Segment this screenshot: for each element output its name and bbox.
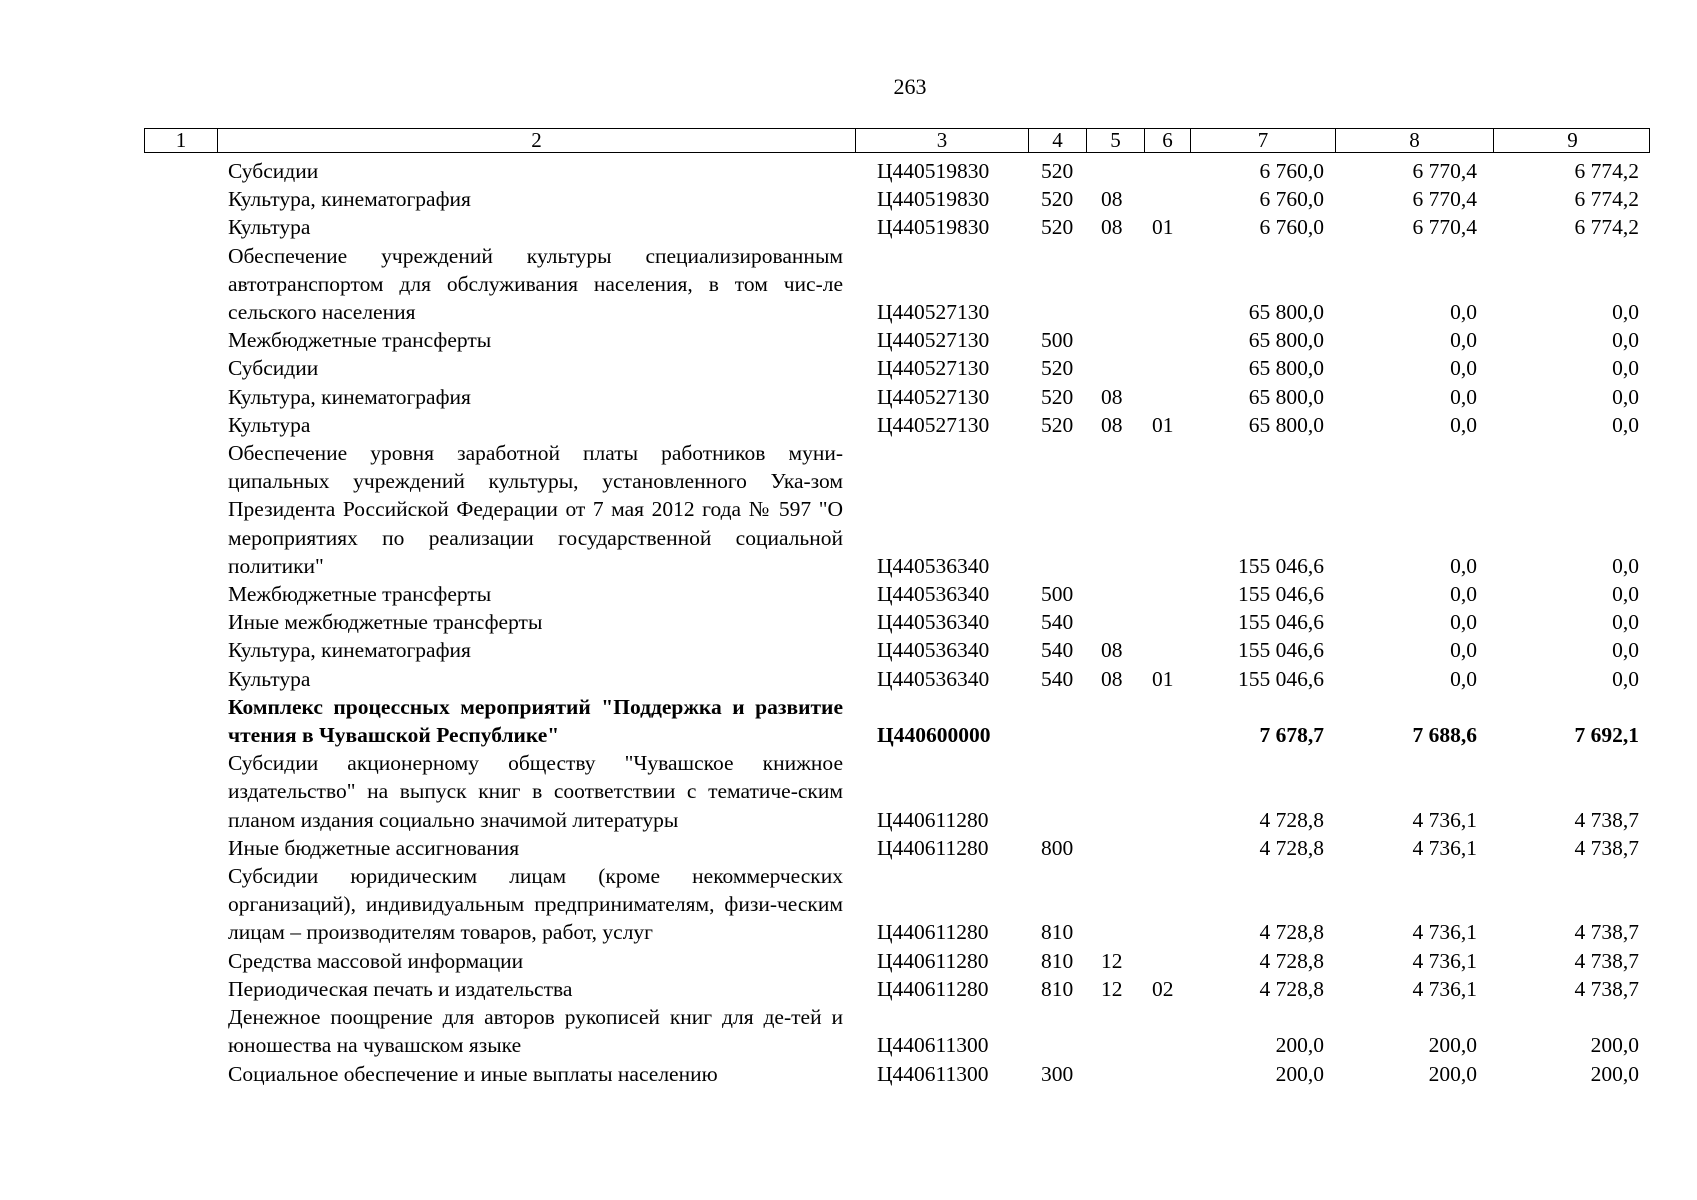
- row-vr: 520: [1041, 412, 1074, 437]
- row-value-2024: 0,0: [1450, 356, 1477, 381]
- header-col-4: 4: [1028, 129, 1086, 152]
- table-row: [0, 439, 1697, 580]
- row-code: Ц440611280: [877, 920, 989, 945]
- row-value-2025: 0,0: [1612, 553, 1639, 578]
- row-value-2023: 4 728,8: [1259, 976, 1324, 1001]
- table-row: [0, 693, 1697, 749]
- row-pr: 01: [1152, 215, 1174, 240]
- row-value-2023: 155 046,6: [1238, 666, 1324, 691]
- row-value-2024: 200,0: [1428, 1033, 1477, 1058]
- row-name: Субсидии: [228, 356, 319, 381]
- row-value-2023: 6 760,0: [1259, 159, 1324, 183]
- row-code: Ц440519830: [877, 215, 990, 240]
- row-name: Денежное поощрение для авторов рукописей книг для де-тей и юношества на чувашском языке: [228, 1005, 843, 1058]
- row-rz: 08: [1101, 187, 1123, 212]
- row-rz: 12: [1101, 976, 1123, 1001]
- row-name: Субсидии: [228, 159, 319, 183]
- table-body: [0, 157, 1697, 1088]
- row-name: Социальное обеспечение и иные выплаты населению: [228, 1061, 718, 1086]
- row-rz: 08: [1101, 384, 1123, 409]
- row-vr: 520: [1041, 356, 1074, 381]
- row-vr: 500: [1041, 328, 1074, 353]
- row-value-2025: 0,0: [1612, 412, 1639, 437]
- row-rz: 08: [1101, 215, 1123, 240]
- table-row: [0, 749, 1697, 834]
- row-name: Субсидии акционерному обществу "Чувашское книжное издательство" на выпуск книг в соответствии с тематиче-ским планом издания социально значимой литературы: [228, 751, 843, 832]
- row-value-2023: 4 728,8: [1259, 948, 1324, 973]
- row-name: Культура: [228, 412, 311, 437]
- row-vr: 810: [1041, 948, 1074, 973]
- row-value-2025: 0,0: [1612, 300, 1639, 325]
- row-code: Ц440527130: [877, 300, 990, 325]
- table-row: [0, 354, 1697, 382]
- header-col-5: 5: [1086, 129, 1144, 152]
- row-value-2024: 0,0: [1450, 412, 1477, 437]
- table-row: [0, 636, 1697, 664]
- table-row: [0, 862, 1697, 947]
- row-vr: 540: [1041, 666, 1074, 691]
- row-pr: 02: [1152, 976, 1174, 1001]
- row-code: Ц440611280: [877, 807, 989, 832]
- row-code: Ц440611300: [877, 1061, 989, 1086]
- row-value-2023: 6 760,0: [1259, 215, 1324, 240]
- page-number: 263: [893, 74, 927, 99]
- row-vr: 520: [1041, 187, 1074, 212]
- row-vr: 540: [1041, 610, 1074, 635]
- header-col-6: 6: [1144, 129, 1190, 152]
- row-name: Межбюджетные трансферты: [228, 582, 492, 607]
- row-value-2023: 155 046,6: [1238, 582, 1324, 607]
- row-rz: 08: [1101, 666, 1123, 691]
- row-value-2025: 4 738,7: [1574, 976, 1639, 1001]
- row-name: Обеспечение учреждений культуры специализированным автотранспортом для обслуживания населения, в том чис-ле сельского населения: [228, 243, 843, 325]
- table-row: [0, 665, 1697, 693]
- row-value-2024: 7 688,6: [1412, 723, 1477, 748]
- row-pr: 01: [1152, 666, 1174, 691]
- row-value-2024: 4 736,1: [1412, 835, 1477, 860]
- row-value-2024: 4 736,1: [1412, 807, 1477, 832]
- row-code: Ц440611280: [877, 976, 989, 1001]
- row-value-2024: 4 736,1: [1412, 920, 1477, 945]
- row-vr: 520: [1041, 215, 1074, 240]
- header-col-7: 7: [1190, 129, 1335, 152]
- row-vr: 810: [1041, 920, 1074, 945]
- row-value-2023: 200,0: [1275, 1033, 1324, 1058]
- table-row: [0, 1003, 1697, 1059]
- row-name: Иные бюджетные ассигнования: [228, 835, 520, 860]
- row-vr: 540: [1041, 638, 1074, 663]
- row-value-2024: 0,0: [1450, 300, 1477, 325]
- row-value-2025: 6 774,2: [1574, 215, 1639, 240]
- table-row: [0, 213, 1697, 241]
- row-code: Ц440519830: [877, 187, 990, 212]
- row-value-2023: 65 800,0: [1248, 328, 1324, 353]
- row-rz: 08: [1101, 638, 1123, 663]
- row-name: Культура: [228, 666, 311, 691]
- row-value-2024: 0,0: [1450, 638, 1477, 663]
- row-value-2023: 200,0: [1275, 1061, 1324, 1086]
- row-value-2023: 65 800,0: [1248, 356, 1324, 381]
- row-value-2025: 0,0: [1612, 328, 1639, 353]
- row-value-2025: 6 774,2: [1574, 187, 1639, 212]
- row-value-2025: 0,0: [1612, 356, 1639, 381]
- row-value-2024: 4 736,1: [1412, 976, 1477, 1001]
- row-code: Ц440611280: [877, 835, 989, 860]
- row-value-2023: 6 760,0: [1259, 187, 1324, 212]
- row-value-2023: 7 678,7: [1259, 723, 1324, 748]
- row-vr: 520: [1041, 159, 1074, 183]
- row-value-2025: 0,0: [1612, 666, 1639, 691]
- row-value-2025: 0,0: [1612, 384, 1639, 409]
- row-rz: 08: [1101, 412, 1123, 437]
- row-value-2023: 4 728,8: [1259, 835, 1324, 860]
- table-row: [0, 242, 1697, 327]
- row-value-2025: 7 692,1: [1574, 723, 1639, 748]
- row-value-2024: 0,0: [1450, 666, 1477, 691]
- row-name: Межбюджетные трансферты: [228, 328, 492, 353]
- row-value-2025: 0,0: [1612, 582, 1639, 607]
- row-value-2023: 155 046,6: [1238, 553, 1324, 578]
- row-value-2023: 4 728,8: [1259, 920, 1324, 945]
- header-col-8: 8: [1335, 129, 1493, 152]
- table-row: [0, 383, 1697, 411]
- row-name: Культура: [228, 215, 311, 240]
- row-code: Ц440527130: [877, 412, 990, 437]
- row-code: Ц440536340: [877, 553, 990, 578]
- row-value-2024: 0,0: [1450, 384, 1477, 409]
- row-value-2024: 6 770,4: [1412, 215, 1477, 240]
- row-value-2024: 0,0: [1450, 553, 1477, 578]
- row-name: Культура, кинематография: [228, 384, 471, 409]
- row-name: Иные межбюджетные трансферты: [228, 610, 543, 635]
- row-name: Комплекс процессных мероприятий "Поддержка и развитие чтения в Чувашской Республике": [228, 694, 843, 748]
- table-row: [0, 834, 1697, 862]
- header-col-3: 3: [855, 129, 1028, 152]
- row-vr: 500: [1041, 582, 1074, 607]
- table-row: [0, 947, 1697, 975]
- row-value-2023: 65 800,0: [1248, 300, 1324, 325]
- row-vr: 800: [1041, 835, 1074, 860]
- row-value-2025: 4 738,7: [1574, 948, 1639, 973]
- table-row: [0, 975, 1697, 1003]
- row-code: Ц440536340: [877, 582, 990, 607]
- row-name: Периодическая печать и издательства: [228, 976, 573, 1001]
- row-value-2023: 65 800,0: [1248, 412, 1324, 437]
- header-col-9: 9: [1493, 129, 1651, 152]
- row-value-2023: 155 046,6: [1238, 610, 1324, 635]
- table-row: [0, 326, 1697, 354]
- row-value-2023: 65 800,0: [1248, 384, 1324, 409]
- row-vr: 300: [1041, 1061, 1074, 1086]
- row-code: Ц440536340: [877, 666, 990, 691]
- row-code: Ц440527130: [877, 328, 990, 353]
- row-code: Ц440519830: [877, 159, 990, 183]
- row-code: Ц440527130: [877, 384, 990, 409]
- row-value-2025: 4 738,7: [1574, 920, 1639, 945]
- row-value-2023: 155 046,6: [1238, 638, 1324, 663]
- row-rz: 12: [1101, 948, 1123, 973]
- row-name: Субсидии юридическим лицам (кроме некоммерческих организаций), индивидуальным предпринимателям, физи-ческим лицам – производителям товаров, работ, услуг: [228, 864, 843, 945]
- row-code: Ц440536340: [877, 638, 990, 663]
- row-value-2024: 0,0: [1450, 610, 1477, 635]
- row-value-2025: 200,0: [1590, 1033, 1639, 1058]
- table-row: [0, 608, 1697, 636]
- table-row: [0, 185, 1697, 213]
- row-code: Ц440527130: [877, 356, 990, 381]
- table-header-row: [144, 128, 1650, 153]
- row-name: Культура, кинематография: [228, 187, 471, 212]
- table-row: [0, 1060, 1697, 1088]
- table-row: [0, 411, 1697, 439]
- row-vr: 520: [1041, 384, 1074, 409]
- row-value-2024: 6 770,4: [1412, 187, 1477, 212]
- row-value-2025: 4 738,7: [1574, 835, 1639, 860]
- row-value-2025: 6 774,2: [1574, 159, 1639, 183]
- row-value-2024: 0,0: [1450, 328, 1477, 353]
- row-code: Ц440611300: [877, 1033, 989, 1058]
- row-value-2024: 4 736,1: [1412, 948, 1477, 973]
- row-value-2024: 200,0: [1428, 1061, 1477, 1086]
- row-code: Ц440536340: [877, 610, 990, 635]
- row-pr: 01: [1152, 412, 1174, 437]
- table-row: [0, 157, 1697, 185]
- row-value-2024: 6 770,4: [1412, 159, 1477, 183]
- row-vr: 810: [1041, 976, 1074, 1001]
- row-value-2023: 4 728,8: [1259, 807, 1324, 832]
- row-name: Обеспечение уровня заработной платы работников муни-ципальных учреждений культуры, установленного Ука-зом Президента Российской Федерации от 7 мая 2012 года № 597 "О мероприятиях по реализации государственной социальной политики": [228, 441, 843, 578]
- table-row: [0, 580, 1697, 608]
- row-name: Средства массовой информации: [228, 948, 524, 973]
- row-code: Ц440611280: [877, 948, 989, 973]
- header-col-2: 2: [217, 129, 855, 152]
- row-value-2025: 0,0: [1612, 638, 1639, 663]
- header-col-1: 1: [175, 128, 187, 152]
- row-value-2024: 0,0: [1450, 582, 1477, 607]
- row-code: Ц440600000: [877, 723, 991, 748]
- row-name: Культура, кинематография: [228, 638, 471, 663]
- row-value-2025: 0,0: [1612, 610, 1639, 635]
- row-value-2025: 200,0: [1590, 1061, 1639, 1086]
- row-value-2025: 4 738,7: [1574, 807, 1639, 832]
